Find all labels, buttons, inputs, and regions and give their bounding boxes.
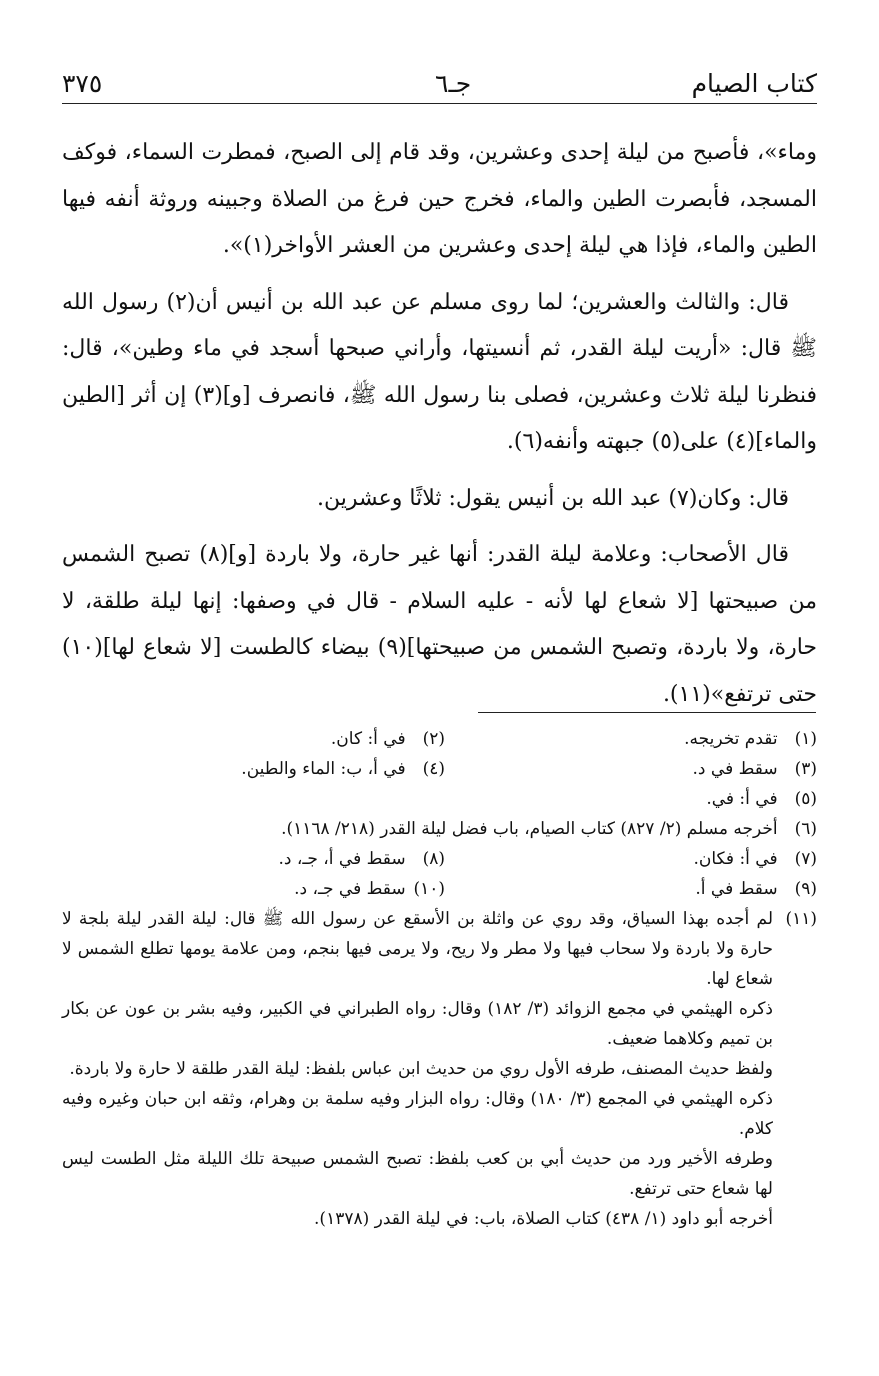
volume-label: جـ٦ — [435, 69, 472, 98]
footnote: (٧) في أ: فكان. — [693, 849, 817, 869]
main-text — [62, 130, 817, 728]
footnote-line: لم أجده بهذا السياق، وقد روي عن واثلة بن الأسقع عن رسول الله ﷺ قال: ليلة القدر ليلة بلجة لا حارة ولا باردة ولا سحاب فيها ولا مطر ولا ريح، ولا يرمى فيها بنجم، ومن علامة يومها تطلع الشمس لا شعاع لها. — [62, 909, 773, 989]
footnote-line: ولفظ حديث المصنف، طرفه الأول روي من حديث ابن عباس بلفظ: ليلة القدر طلقة لا حارة ولا باردة. — [69, 1059, 773, 1079]
footnote: (٣) سقط في د. — [692, 759, 817, 779]
footnote: (٨) سقط في أ، جـ، د. — [278, 849, 445, 869]
page-header — [62, 66, 817, 102]
footnote: (٤) في أ، ب: الماء والطين. — [241, 759, 445, 779]
footnote-number: (١١) — [785, 909, 817, 929]
footnote-line: وطرفه الأخير ورد من حديث أبي بن كعب بلفظ: تصبح الشمس صبيحة تلك الليلة مثل الطست ليس لها شعاع حتى ترتفع. — [62, 1149, 773, 1199]
paragraph: قال: وكان(٧) عبد الله بن أنيس يقول: ثلاثًا وعشرين. — [317, 485, 789, 511]
footnote-row — [62, 844, 817, 874]
footnote: (١٠) سقط في جـ، د. — [294, 879, 445, 899]
footnote-rule — [478, 712, 816, 713]
footnote: (٩) سقط في أ. — [695, 879, 817, 899]
footnote: (٢) في أ: كان. — [330, 729, 445, 749]
footnote-row — [62, 814, 817, 844]
footnote-row — [62, 724, 817, 754]
footnote-row — [62, 754, 817, 784]
running-title: كتاب الصيام — [691, 69, 817, 98]
footnotes — [62, 724, 817, 1234]
page-number: ٣٧٥ — [62, 69, 103, 98]
paragraph: وماء»، فأصبح من ليلة إحدى وعشرين، وقد قام إلى الصبح، فمطرت السماء، فوكف المسجد، فأبصرت الطين والماء، فخرج حين فرغ من الصلاة وجبينه وروثة أنفه فيها الطين والماء، فإذا هي ليلة إحدى وعشرين من العشر الأواخر(١)». — [62, 140, 817, 258]
paragraph: قال: والثالث والعشرين؛ لما روى مسلم عن عبد الله بن أنيس أن(٢) رسول الله ﷺ قال: «أريت ليلة القدر، ثم أنسيتها، وأراني صبحها أسجد في ماء وطين»، قال: فنظرنا ليلة ثلاث وعشرين، فصلى بنا رسول الله ﷺ، فانصرف [و](٣) إن أثر [الطين والماء](٤) على(٥) جبهته وأنفه(٦). — [62, 289, 817, 454]
paragraph: قال الأصحاب: وعلامة ليلة القدر: أنها غير حارة، ولا باردة [و](٨) تصبح الشمس من صبيحتها [لا شعاع لها لأنه - عليه السلام - قال في وصفها: إنها ليلة طلقة، لا حارة، ولا باردة، وتصبح الشمس من صبيحتها](٩) بيضاء كالطست [لا شعاع لها](١٠) حتى ترتفع»(١١). — [62, 542, 817, 707]
footnote-line: ذكره الهيثمي في المجمع (٣/ ١٨٠) وقال: رواه البزار وفيه سلمة بن وهرام، وثقه ابن حبان وغيره وفيه كلام. — [62, 1089, 773, 1139]
footnote-line: أخرجه أبو داود (١/ ٤٣٨) كتاب الصلاة، باب: في ليلة القدر (١٣٧٨). — [314, 1209, 773, 1229]
footnote-row — [62, 784, 817, 814]
footnote: (٦) أخرجه مسلم (٢/ ٨٢٧) كتاب الصيام، باب فضل ليلة القدر (٢١٨/ ١١٦٨). — [281, 819, 817, 839]
footnote-line: ذكره الهيثمي في مجمع الزوائد (٣/ ١٨٢) وقال: رواه الطبراني في الكبير، وفيه بشر بن عون عن بكار بن تميم وكلاهما ضعيف. — [62, 999, 773, 1049]
footnote-row — [62, 874, 817, 904]
footnote: (١) تقدم تخريجه. — [684, 729, 817, 749]
footnote: (٥) في أ: في. — [706, 789, 817, 809]
header-rule — [62, 103, 817, 104]
footnote-11 — [62, 904, 817, 1234]
